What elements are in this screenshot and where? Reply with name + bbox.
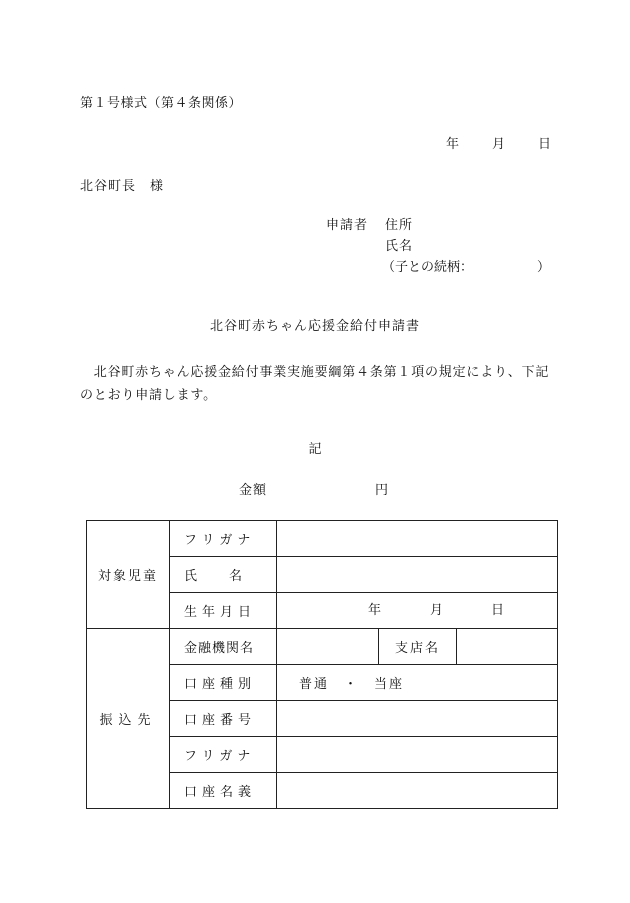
account-number-input[interactable] (277, 701, 558, 737)
account-furigana-input[interactable] (277, 737, 558, 773)
account-furigana-label: フリガナ (170, 737, 277, 773)
child-furigana-input[interactable] (277, 521, 558, 557)
account-number-label: 口座番号 (170, 701, 277, 737)
table-row (87, 629, 558, 665)
applicant-address-field[interactable]: 住所 (385, 218, 414, 233)
account-type-options[interactable]: 普通 ・ 当座 (277, 665, 558, 701)
child-group-label: 対象児童 (87, 521, 170, 629)
form-number: 第１号様式（第４条関係） (80, 96, 243, 111)
ki-heading: 記 (308, 442, 322, 457)
date-day-label: 日 (538, 137, 552, 152)
bank-name-input[interactable] (277, 629, 379, 665)
bank-name-label: 金融機関名 (170, 629, 277, 665)
document-title: 北谷町赤ちゃん応援金給付申請書 (209, 319, 420, 334)
amount-label: 金額 (239, 483, 268, 498)
table-row (87, 521, 558, 557)
addressee: 北谷町長 様 (80, 179, 165, 194)
relation-close-label: ） (537, 260, 551, 275)
child-birthdate-label: 生年月日 (170, 593, 277, 629)
date-month-label: 月 (492, 137, 506, 152)
body-text: 北谷町赤ちゃん応援金給付事業実施要綱第４条第１項の規定により、下記のとおり申請します。 (80, 365, 550, 403)
birth-day-label: 日 (491, 603, 505, 618)
child-name-input[interactable] (277, 557, 558, 593)
birth-year-label: 年 (368, 603, 382, 618)
birth-month-label: 月 (430, 603, 444, 618)
date-year-label: 年 (446, 137, 460, 152)
child-name-label: 氏 名 (170, 557, 277, 593)
child-birthdate-input[interactable] (277, 593, 558, 629)
relation-open-label: （子との続柄： (382, 260, 474, 275)
amount-unit: 円 (375, 483, 389, 498)
account-holder-label: 口座名義 (170, 773, 277, 809)
transfer-group-label: 振込先 (87, 629, 170, 809)
account-type-label: 口座種別 (170, 665, 277, 701)
account-holder-input[interactable] (277, 773, 558, 809)
application-table (86, 520, 558, 809)
branch-name-label: 支店名 (379, 629, 457, 665)
branch-name-input[interactable] (457, 629, 558, 665)
child-furigana-label: フリガナ (170, 521, 277, 557)
applicant-label: 申請者 (326, 218, 369, 233)
relation-field[interactable] (382, 261, 550, 274)
applicant-name-field[interactable]: 氏名 (385, 239, 414, 254)
